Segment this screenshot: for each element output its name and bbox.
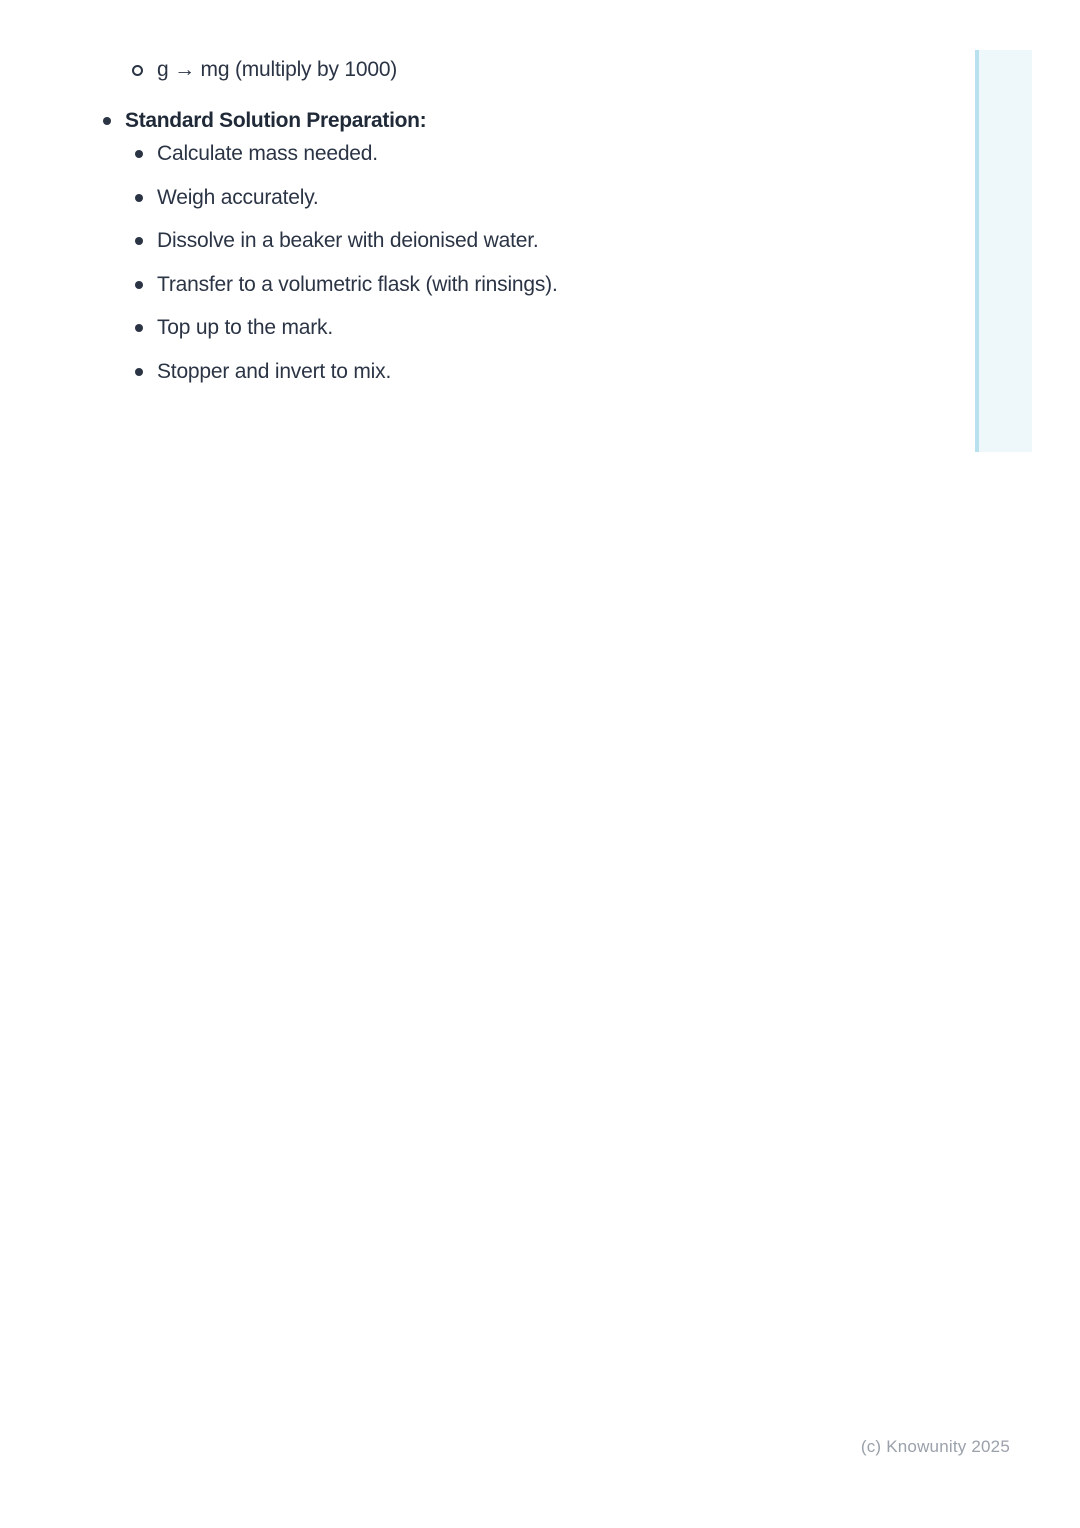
step-text: Dissolve in a beaker with deionised water. bbox=[157, 229, 539, 252]
bullet-dot-icon bbox=[135, 150, 143, 158]
list-item-unit-conversion bbox=[0, 57, 1080, 83]
list-item-step bbox=[0, 228, 1080, 254]
bullet-dot-icon bbox=[103, 117, 111, 125]
bullet-circle-icon bbox=[132, 65, 143, 76]
step-text: Transfer to a volumetric flask (with rinsings). bbox=[157, 273, 558, 296]
section-heading-text: Standard Solution Preparation: bbox=[125, 109, 427, 132]
bullet-dot-icon bbox=[135, 237, 143, 245]
list-item-text: g → mg (multiply by 1000) bbox=[157, 58, 398, 81]
bullet-dot-icon bbox=[135, 194, 143, 202]
bullet-dot-icon bbox=[135, 281, 143, 289]
copyright-footer: (c) Knowunity 2025 bbox=[860, 1437, 1010, 1456]
list-item-step bbox=[0, 359, 1080, 385]
step-text: Stopper and invert to mix. bbox=[157, 360, 392, 383]
bullet-dot-icon bbox=[135, 368, 143, 376]
step-text: Top up to the mark. bbox=[157, 316, 333, 339]
step-text: Weigh accurately. bbox=[157, 186, 319, 209]
step-text: Calculate mass needed. bbox=[157, 142, 378, 165]
bullet-dot-icon bbox=[135, 324, 143, 332]
list-item-step bbox=[0, 272, 1080, 298]
list-item-step bbox=[0, 315, 1080, 341]
list-item-step bbox=[0, 141, 1080, 167]
list-item-step bbox=[0, 185, 1080, 211]
list-item-section-heading bbox=[0, 108, 1080, 134]
